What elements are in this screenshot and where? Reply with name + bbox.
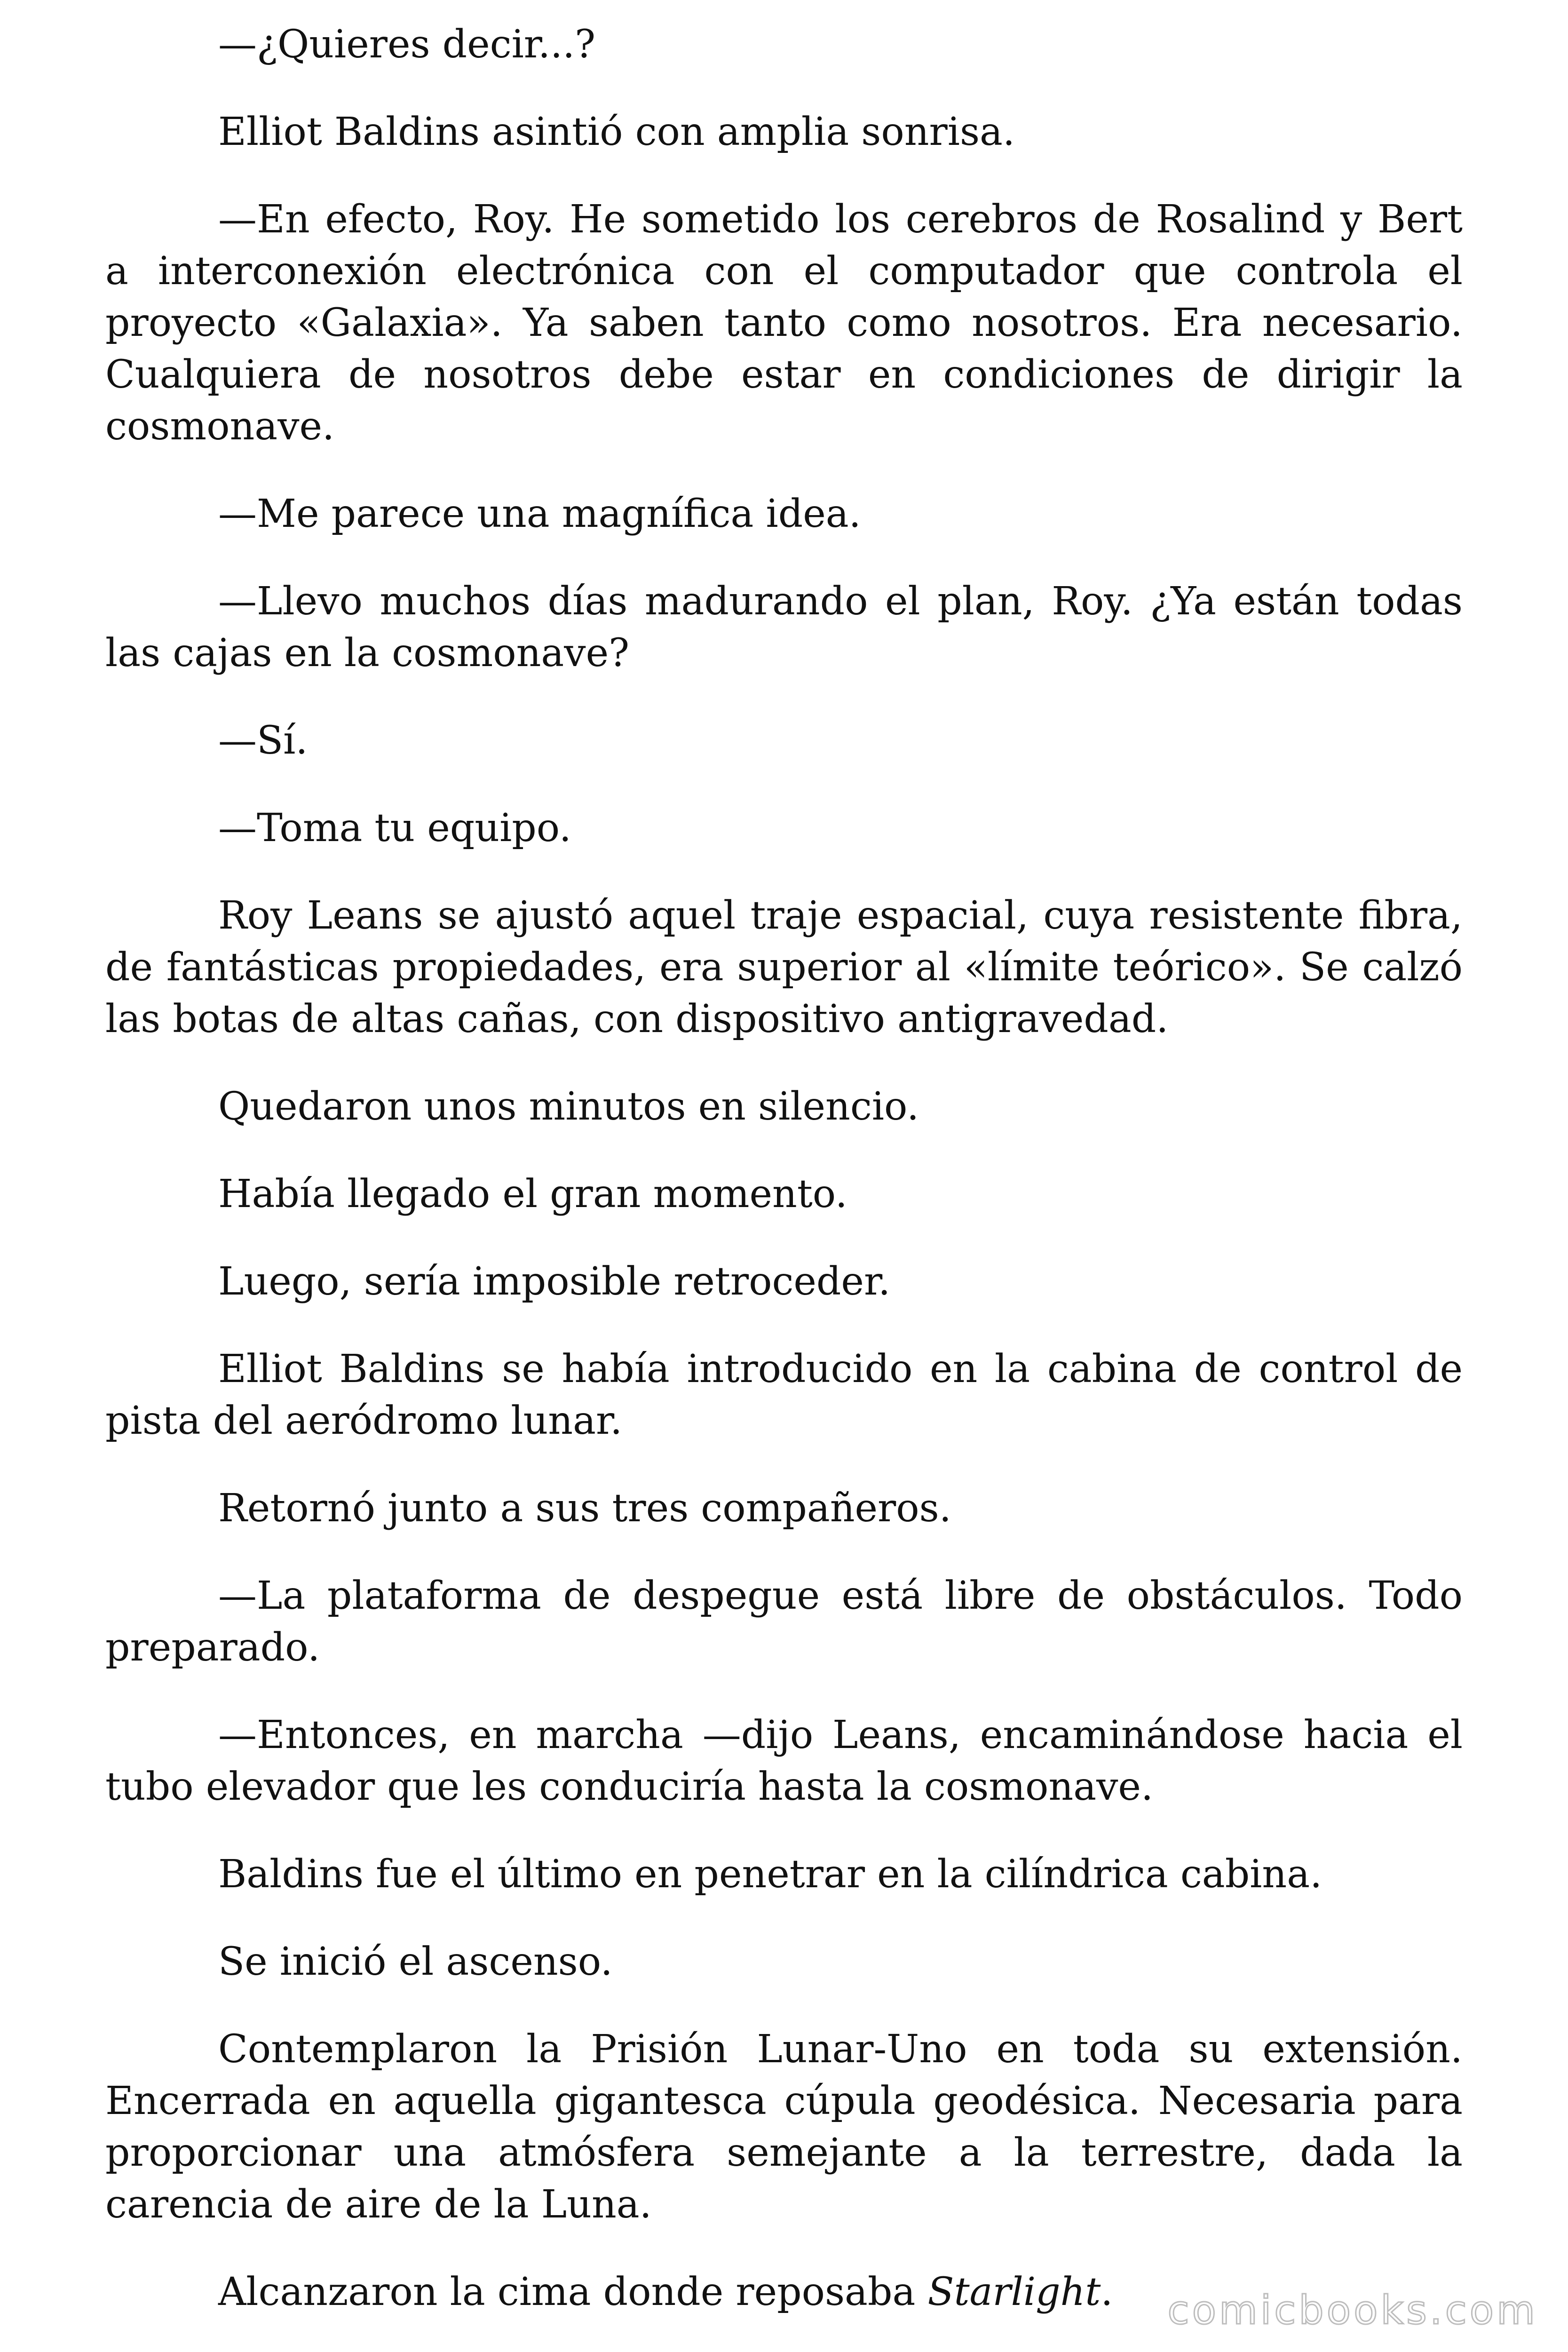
paragraph: Contemplaron la Prisión Lunar-Uno en toda su extensión. Encerrada en aquella gigantesca cúpula geodésica. Necesaria para proporcionar una atmósfera semejante a la terrestre, dada la carencia de aire de la Luna. <box>105 2027 1463 2227</box>
book-page <box>105 19 1463 2318</box>
paragraph: Retornó junto a sus tres compañeros. <box>218 1486 951 1531</box>
paragraph: Baldins fue el último en penetrar en la cilíndrica cabina. <box>218 1852 1323 1897</box>
paragraph: Había llegado el gran momento. <box>218 1172 847 1216</box>
paragraph: Roy Leans se ajustó aquel traje espacial, cuya resistente fibra, de fantásticas propiedades, era superior al «límite teórico». Se calzó las botas de altas cañas, con dispositivo antigravedad. <box>105 893 1463 1041</box>
ship-name: Starlight <box>927 2270 1101 2314</box>
paragraph: —Entonces, en marcha —dijo Leans, encaminándose hacia el tubo elevador que les conduciría hasta la cosmonave. <box>105 1713 1463 1809</box>
paragraph: —Llevo muchos días madurando el plan, Roy. ¿Ya están todas las cajas en la cosmonave? <box>105 579 1463 675</box>
paragraph: —Me parece una magnífica idea. <box>218 492 861 536</box>
paragraph: Elliot Baldins se había introducido en la cabina de control de pista del aeródromo lunar. <box>105 1347 1463 1443</box>
paragraph: —¿Quieres decir...? <box>218 22 596 67</box>
paragraph: —Toma tu equipo. <box>218 806 571 850</box>
paragraph: Elliot Baldins asintió con amplia sonrisa. <box>218 110 1015 154</box>
paragraph: Luego, sería imposible retroceder. <box>218 1259 891 1304</box>
final-paragraph-end: . <box>1101 2270 1113 2314</box>
watermark: comicbooks.com <box>1167 2287 1538 2333</box>
paragraph: —En efecto, Roy. He sometido los cerebros de Rosalind y Bert a interconexión electrónica con el computador que controla el proyecto «Galaxia». Ya saben tanto como nosotros. Era necesario. Cualquiera de nosotros debe estar en condiciones de dirigir la cosmonave. <box>105 197 1463 449</box>
paragraph: Quedaron unos minutos en silencio. <box>218 1084 919 1129</box>
paragraph: —Sí. <box>218 718 308 763</box>
paragraph: —La plataforma de despegue está libre de obstáculos. Todo preparado. <box>105 1573 1463 1670</box>
paragraph: Se inició el ascenso. <box>218 1939 613 1984</box>
final-paragraph-text: Alcanzaron la cima donde reposaba <box>218 2270 928 2314</box>
